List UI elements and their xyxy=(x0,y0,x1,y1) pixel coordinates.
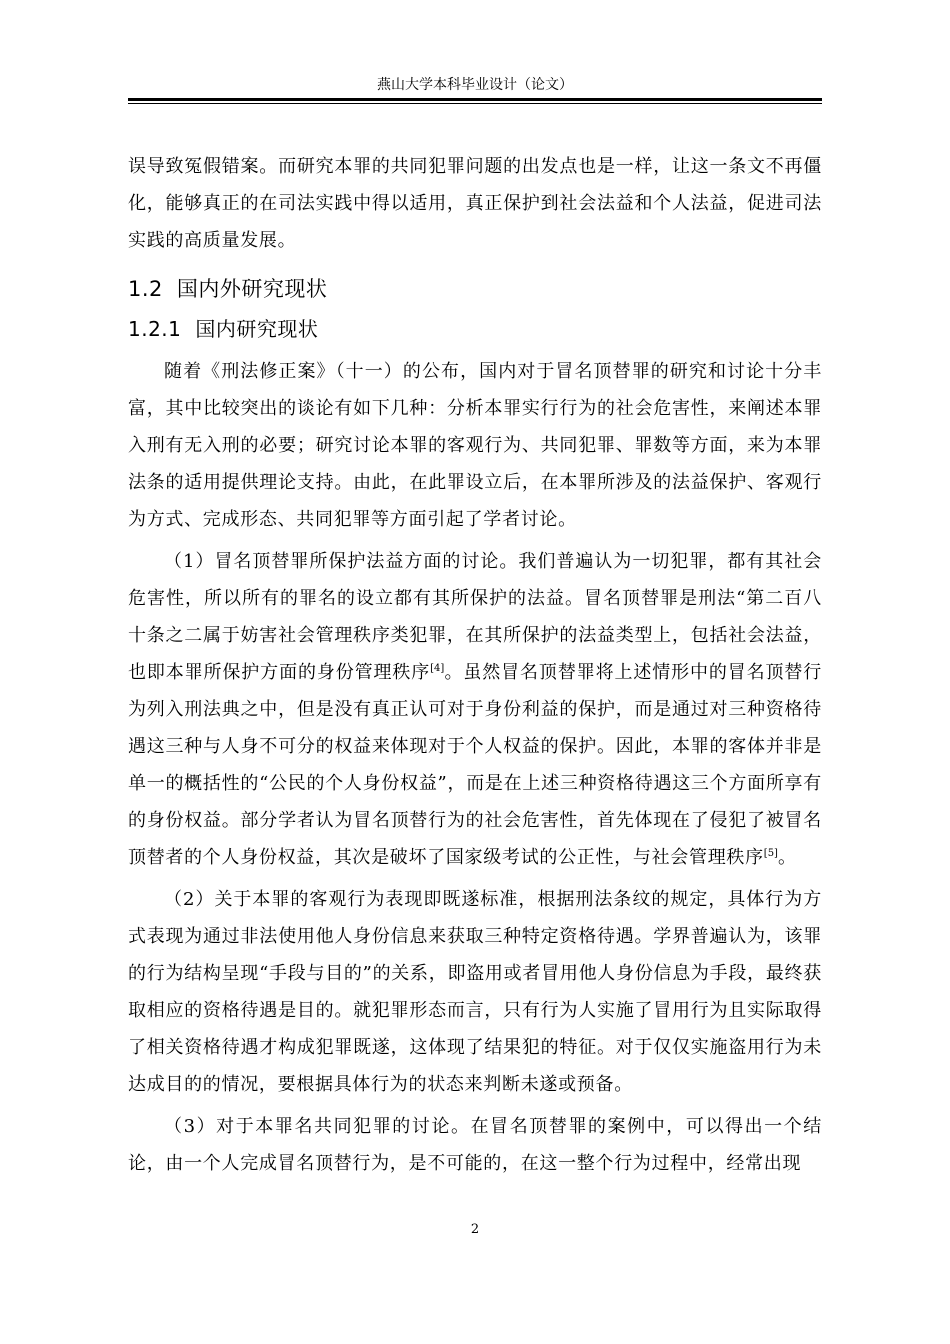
citation-ref[interactable]: [5] xyxy=(763,848,778,859)
paragraph-text: 。 xyxy=(777,847,797,868)
section-title: 国内外研究现状 xyxy=(176,277,328,301)
paragraph-item-2: （2）关于本罪的客观行为表现即既遂标准，根据刑法条纹的规定，具体行为方式表现为通过非法使用他人身份信息来获取三种特定资格待遇。学界普遍认为，该罪的行为结构呈现“手段与目的”的关系，即盗用或者冒用他人身份信息为手段，最终获取相应的资格待遇是目的。就犯罪形态而言，只有行为人实施了冒用行为且实际取得了相关资格待遇才构成犯罪既遂，这体现了结果犯的特征。对于仅仅实施盗用行为未达成目的的情况，要根据具体行为的状态来判断未遂或预备。 xyxy=(128,889,822,1095)
section-number: 1.2 xyxy=(128,277,163,301)
running-header: 燕山大学本科毕业设计（论文） xyxy=(377,77,573,93)
subsection-heading-1-2-1 xyxy=(128,317,822,341)
header-rule-thick xyxy=(128,98,822,101)
paragraph-text: 。虽然冒名顶替罪将上述情形中的冒名顶替行为列入刑法典之中，但是没有真正认可对于身份利益的保护，而是通过对三种资格待遇这三种与人身不可分的权益来体现对于个人权益的保护。因此，本罪的客体并非是单一的概括性的“公民的个人身份权益”，而是在上述三种资格待遇这三个方面所享有的身份权益。部分学者认为冒名顶替行为的社会危害性，首先体现在了侵犯了被冒名顶替者的个人身份权益，其次是破坏了国家级考试的公正性，与社会管理秩序 xyxy=(128,662,823,868)
paragraph-item-1 xyxy=(128,543,822,876)
paragraph-continuation: 误导致冤假错案。而研究本罪的共同犯罪问题的出发点也是一样，让这一条文不再僵化，能够真正的在司法实践中得以适用，真正保护到社会法益和个人法益，促进司法实践的高质量发展。 xyxy=(128,156,822,251)
header-rule-thin xyxy=(128,103,822,104)
paragraph-item-3: （3）对于本罪名共同犯罪的讨论。在冒名顶替罪的案例中，可以得出一个结论，由一个人完成冒名顶替行为，是不可能的，在这一整个行为过程中，经常出现 xyxy=(128,1116,822,1174)
subsection-title: 国内研究现状 xyxy=(195,317,319,341)
page-body xyxy=(128,148,822,1182)
paragraph-intro: 随着《刑法修正案》（十一）的公布，国内对于冒名顶替罪的研究和讨论十分丰富，其中比较突出的谈论有如下几种：分析本罪实行行为的社会危害性，来阐述本罪入刑有无入刑的必要；研究讨论本罪的客观行为、共同犯罪、罪数等方面，来为本罪法条的适用提供理论支持。由此，在此罪设立后，在本罪所涉及的法益保护、客观行为方式、完成形态、共同犯罪等方面引起了学者讨论。 xyxy=(128,361,822,530)
paragraph-text: （1）冒名顶替罪所保护法益方面的讨论。我们普遍认为一切犯罪，都有其社会危害性，所以所有的罪名的设立都有其所保护的法益。冒名顶替罪是刑法“第二百八十条之二属于妨害社会管理秩序类犯罪，在其所保护的法益类型上，包括社会法益，也即本罪所保护方面的身份管理秩序 xyxy=(128,551,822,683)
citation-ref[interactable]: [4] xyxy=(430,663,445,674)
section-heading-1-2 xyxy=(128,277,822,301)
subsection-number: 1.2.1 xyxy=(128,317,182,341)
page-number: 2 xyxy=(470,1222,480,1237)
